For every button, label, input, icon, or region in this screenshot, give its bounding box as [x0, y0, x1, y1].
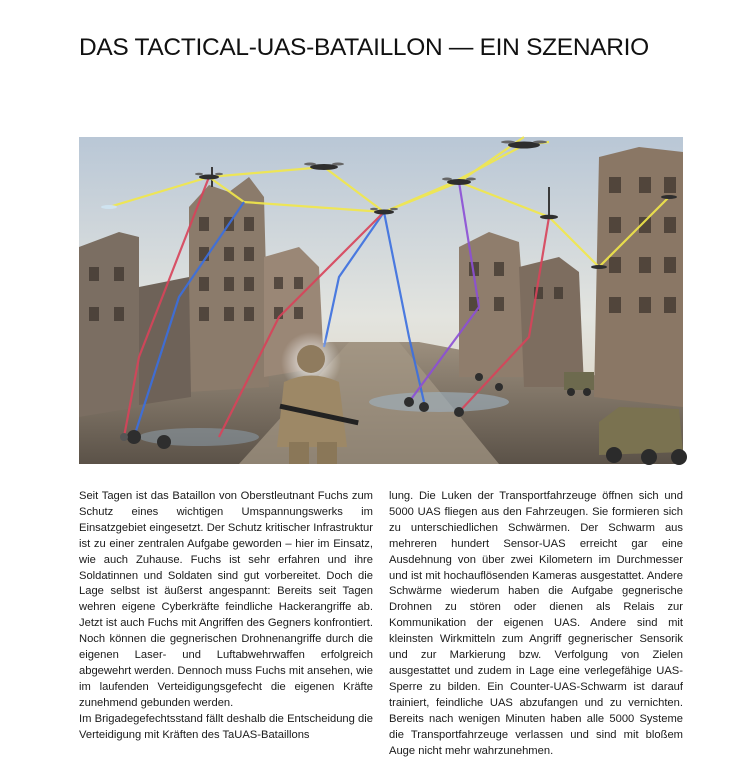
paragraph: lung. Die Luken der Transportfahrzeuge öffnen sich und 5000 UAS fliegen aus den Fahrzeugen. Sie formieren sich zu unterschiedlichen Schwärmen. Der Schwarm aus mehreren hundert Sensor-UAS erreicht gar eine Ausdehnung von über zwei Kilometern im Durchmesser und ist mit hochauflösenden Kameras ausgestattet. Andere Schwärme wiederum haben die Aufgabe gegnerische Drohnen zu stören oder dienen als Relais zur Kommunikation der eigenen UAS. Andere sind mit kleinsten Wirkmitteln zum Angriff gegnerischer Sensorik und zur Markierung bzw. Verfolgung von Zielen ausgestattet und zudem in Lage eine verlegefähige UAS-Sperre zu bilden. Ein Counter-UAS-Schwarm ist darauf trainiert, feindliche UAS abzufangen und zu vernichten. Bereits nach wenigen Minuten haben alle 5000 Systeme die Transportfahrzeuge verlassen und sind mit bloßem Auge nicht mehr wahrzunehmen. — [389, 490, 683, 757]
article-column-left — [79, 489, 373, 741]
article-column-right — [389, 489, 683, 757]
scenario-illustration — [79, 137, 683, 464]
paragraph: Im Brigadegefechtsstand fällt deshalb die Entscheidung die Verteidigung mit Kräften des TaUAS-Bataillons — [79, 712, 373, 741]
article-body — [79, 489, 683, 757]
vehicle-right — [599, 407, 687, 465]
page-title: DAS TACTICAL-UAS-BATAILLON — EIN SZENARIO — [79, 34, 649, 61]
paragraph: Seit Tagen ist das Bataillon von Oberstleutnant Fuchs zum Schutz eines wichtigen Umspannungswerks im Einsatzgebiet eingesetzt. Der Schutz kritischer Infrastruktur ist zu einer zentralen Aufgabe geworden – hier im Einsatz, wie auch Zuhause. Fuchs ist sehr erfahren und ihre Soldatinnen und Soldaten sind gut vorbereitet. Doch die Lage selbst ist äußerst angespannt: Bereits seit Tagen wehren eigene Cyberkräfte feindliche Hackerangriffe ab. Jetzt ist auch Fuchs mit Angriffen des Gegners konfrontiert. Noch können die gegnerischen Drohnenangriffe durch die eigenen Laser- und Luftabwehrwaffen erfolgreich abgewehrt werden. Dennoch muss Fuchs mit ansehen, wie im laufenden Verteidigungsgefecht die eigenen Kräfte zunehmend gebunden werden. — [79, 490, 373, 709]
